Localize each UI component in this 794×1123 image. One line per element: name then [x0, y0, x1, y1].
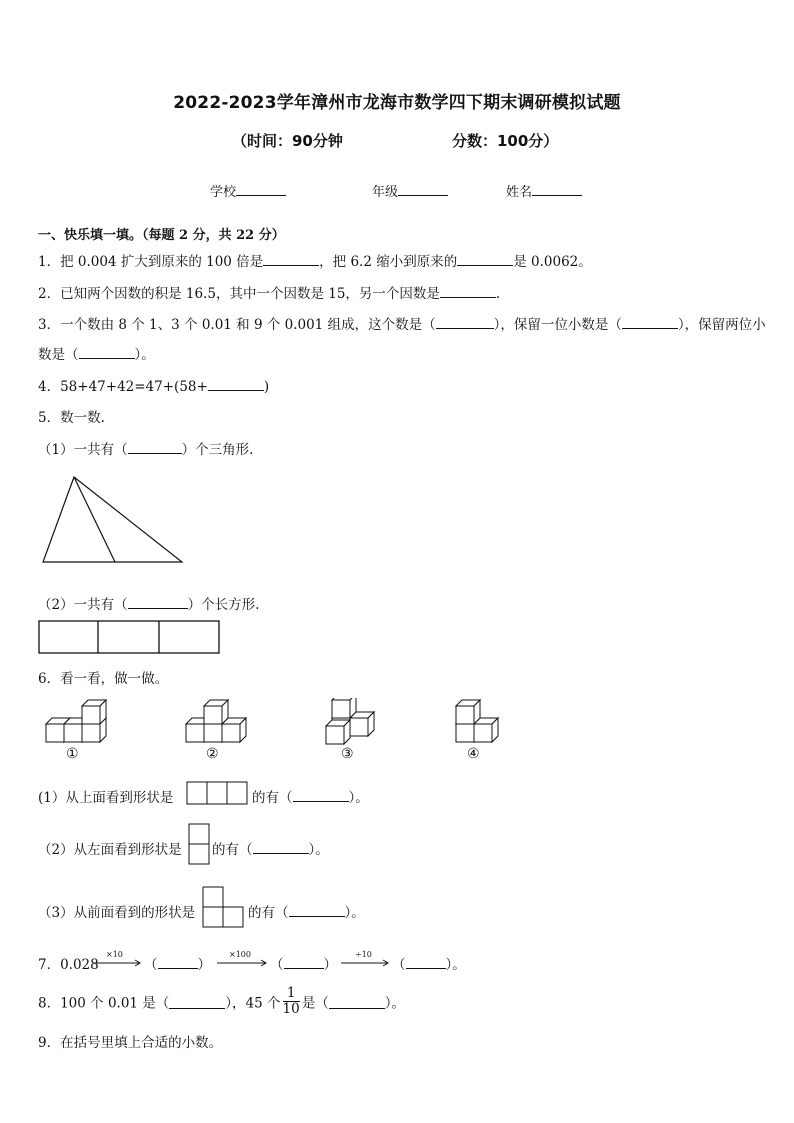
q4-blank[interactable]: [208, 376, 264, 391]
q7-end: 。: [452, 957, 466, 973]
question-6-title: 6．看一看，做一做。: [38, 671, 169, 687]
q7-rp-1: ）: [197, 957, 211, 973]
question-5-part-1: [38, 438, 253, 458]
q2-blank[interactable]: [440, 283, 496, 298]
figure-label-1: ①: [66, 746, 79, 762]
q6-s2-text-b: 的有（: [212, 842, 253, 858]
q8-blank-1[interactable]: [169, 994, 225, 1009]
q4-text-b: ): [263, 379, 270, 395]
q3-text-c: ），保留两位小: [677, 317, 766, 333]
triangle-figure: [40, 472, 188, 568]
q6-s3-blank[interactable]: [289, 902, 345, 917]
score-label: 分数：100分）: [452, 132, 559, 150]
question-4: [38, 375, 269, 395]
question-1: [38, 250, 592, 270]
q5-p2-text-b: ）个长方形.: [187, 597, 260, 613]
figure-label-3: ③: [341, 746, 354, 762]
question-5-part-2: [38, 593, 259, 613]
name-field: [506, 181, 582, 200]
front-view-shape: [202, 886, 248, 930]
fraction-denominator: 10: [282, 1001, 300, 1017]
q2-text-a: 2．已知两个因数的积是 16.5，其中一个因数是 15，另一个因数是: [38, 286, 440, 302]
q7-blank-2[interactable]: [284, 954, 324, 969]
question-3: [38, 313, 766, 333]
name-label: 姓名: [506, 185, 533, 200]
question-8: [38, 986, 405, 1017]
page-title: 2022-2023学年漳州市龙海市数学四下期末调研模拟试题: [173, 93, 621, 113]
question-7-start: 7．0.028: [38, 957, 99, 973]
q7-lp-2: （: [270, 957, 284, 973]
q6-s1-blank[interactable]: [293, 787, 349, 802]
arrow-label-2: ×100: [229, 950, 251, 959]
rectangle-figure: [38, 620, 222, 656]
figure-label-4: ④: [467, 746, 480, 762]
q1-blank-2[interactable]: [457, 251, 513, 266]
outer-triangle: [43, 477, 182, 562]
triangle-divider: [74, 477, 115, 562]
q7-lp-3: （: [392, 957, 406, 973]
q7-rp-2: ）: [323, 957, 337, 973]
q6-s3-text-b: 的有（: [248, 905, 289, 921]
q1-text-b: ，把 6.2 缩小到原来的: [319, 254, 458, 270]
arrow-label-3: ÷10: [355, 950, 372, 959]
q8-blank-2[interactable]: [329, 994, 385, 1009]
q7-answer-1: [144, 953, 211, 973]
school-blank[interactable]: [236, 181, 286, 196]
q5-p1-blank[interactable]: [128, 439, 182, 454]
question-3-cont: [38, 343, 155, 363]
outer-rectangle: [39, 621, 219, 653]
question-5-title: 5．数一数.: [38, 410, 105, 426]
q3-text-a: 3．一个数由 8 个 1、3 个 0.01 和 9 个 0.001 组成，这个数是（: [38, 317, 436, 333]
question-9: 9．在括号里填上合适的小数。: [38, 1035, 223, 1051]
cube-figure-4: [456, 700, 498, 742]
q3-blank-1[interactable]: [436, 314, 494, 329]
q3-text-b: ），保留一位小数是（: [493, 317, 622, 333]
q6-sub-3-answer: [248, 901, 365, 921]
q4-text-a: 4．58+47+42=47+(58+: [38, 379, 208, 395]
section-heading: 一、快乐填一填。（每题 2 分，共 22 分）: [38, 228, 285, 243]
q8-text-c: 是（: [301, 995, 329, 1012]
figure-label-2: ②: [206, 746, 219, 762]
q7-answer-2: [270, 953, 337, 973]
cube-figure-2: [186, 700, 246, 742]
q1-blank-1[interactable]: [263, 251, 319, 266]
q6-s1-text-c: ）。: [348, 790, 369, 806]
fraction-one-tenth: [283, 986, 300, 1017]
q8-text-a: 8．100 个 0.01 是（: [38, 995, 170, 1012]
cube-figure-3: [326, 698, 374, 744]
school-label: 学校: [210, 185, 237, 200]
q6-sub-2-answer: [212, 838, 329, 858]
q3-text-d: 数是（: [38, 347, 79, 363]
school-field: [210, 181, 286, 200]
time-label: （时间：90分钟: [232, 132, 343, 150]
q5-p1-text-a: （1）一共有（: [38, 442, 128, 458]
q7-blank-3[interactable]: [406, 954, 446, 969]
q5-p1-text-b: ）个三角形.: [181, 442, 254, 458]
name-blank[interactable]: [532, 181, 582, 196]
cube-figure-1: [46, 700, 106, 742]
q1-text-a: 1．把 0.004 扩大到原来的 100 倍是: [38, 254, 264, 270]
q6-s2-blank[interactable]: [253, 839, 309, 854]
top-view-shape: [186, 781, 250, 807]
q3-blank-3[interactable]: [79, 344, 135, 359]
q6-sub-2-text-a: （2）从左面看到形状是: [38, 842, 182, 858]
q3-blank-2[interactable]: [622, 314, 678, 329]
q3-text-e: ）。: [134, 347, 155, 363]
question-2: [38, 282, 500, 302]
q6-sub-1-text-a: (1）从上面看到形状是: [38, 790, 174, 806]
q7-lp-1: （: [144, 957, 158, 973]
arrow-label-1: ×10: [106, 950, 123, 959]
q6-s1-text-b: 的有（: [252, 790, 293, 806]
q6-s2-text-c: ）。: [308, 842, 329, 858]
q6-sub-3-text-a: （3）从前面看到的形状是: [38, 905, 196, 921]
grade-field: [372, 181, 448, 200]
q7-answer-3: [392, 953, 466, 973]
q6-s3-text-c: ）。: [344, 905, 365, 921]
q8-text-b: ），45 个: [225, 995, 281, 1012]
fraction-numerator: 1: [283, 986, 300, 1002]
q7-rp-3: ）: [445, 957, 453, 973]
q5-p2-blank[interactable]: [128, 594, 188, 609]
q5-p2-text-a: （2）一共有（: [38, 597, 128, 613]
q8-text-d: ）。: [384, 995, 405, 1012]
q7-blank-1[interactable]: [158, 954, 198, 969]
grade-blank[interactable]: [398, 181, 448, 196]
grade-label: 年级: [372, 185, 399, 200]
q6-sub-1-answer: [252, 786, 369, 806]
q1-text-c: 是 0.0062。: [513, 254, 592, 270]
q2-text-b: .: [495, 286, 501, 302]
left-view-shape: [188, 823, 212, 867]
cube-figures: [40, 698, 520, 768]
